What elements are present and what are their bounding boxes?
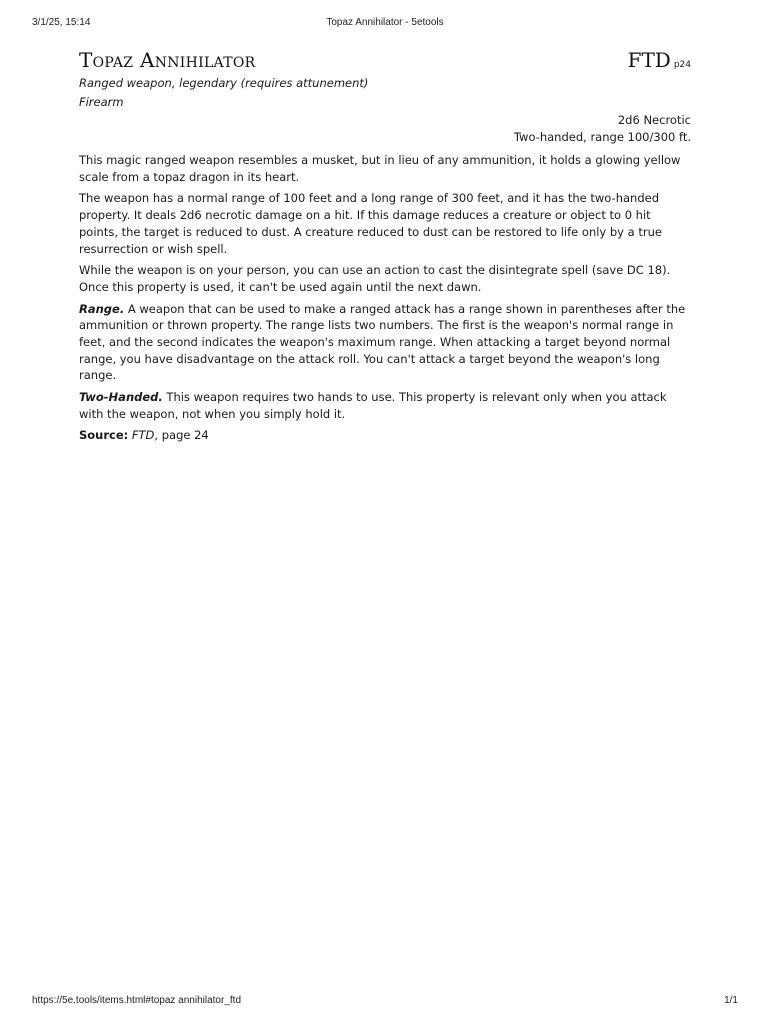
item-description — [79, 152, 691, 423]
item-type-line: Ranged weapon, legendary (requires attunement) — [79, 76, 369, 90]
range-entry-text: A weapon that can be used to make a ranged attack has a range shown in parentheses after the ammunition or thrown property. The range lists two numbers. The first is the weapon's normal range in feet, and the second indicates the weapon's maximum range. When attacking a target beyond normal range, you have disadvantage on the attack roll. You can't attack a target beyond the weapon's long range. — [79, 301, 686, 383]
two-handed-entry — [79, 389, 691, 422]
description-paragraph: The weapon has a normal range of 100 feet and a long range of 300 feet, and it has the two-handed property. It deals 2d6 necrotic damage on a hit. If this damage reduces a creature or object to 0 hit points, the target is reduced to dust. A creature reduced to dust can be restored to life only by a true resurrection or wish spell. — [79, 191, 662, 256]
print-datetime: 3/1/25, 15:14 — [32, 17, 91, 28]
item-name: Topaz Annihilator — [79, 48, 256, 72]
source-abbr-link[interactable]: FTD — [627, 48, 671, 72]
source-page: p24 — [673, 60, 691, 70]
source-page-ref: , page 24 — [154, 427, 209, 442]
description-paragraph: This magic ranged weapon resembles a musket, but in lieu of any ammunition, it holds a glowing yellow scale from a topaz dragon in its heart. — [79, 153, 681, 184]
two-handed-entry-name: Two-Handed. — [79, 390, 163, 405]
item-properties: Two-handed, range 100/300 ft. — [513, 130, 691, 144]
source-label: Source: — [79, 427, 129, 442]
range-entry — [79, 301, 691, 385]
title-row — [79, 46, 691, 74]
print-page-title: Topaz Annihilator - 5etools — [326, 17, 444, 28]
item-damage: 2d6 Necrotic — [617, 113, 691, 127]
source-block — [628, 48, 691, 72]
item-statblock — [79, 46, 691, 443]
source-book-link[interactable]: FTD — [131, 427, 155, 442]
range-entry-name: Range. — [79, 301, 125, 316]
source-line — [79, 427, 691, 443]
print-header — [32, 17, 738, 31]
item-category: Firearm — [79, 95, 124, 109]
print-page-count: 1/1 — [724, 995, 738, 1006]
print-url: https://5e.tools/items.html#topaz annihilator_ftd — [32, 995, 242, 1006]
description-paragraph: While the weapon is on your person, you can use an action to cast the disintegrate spell (save DC 18). Once this property is used, it can't be used again until the next dawn. — [79, 263, 671, 294]
print-footer — [32, 995, 738, 1009]
two-handed-entry-text: This weapon requires two hands to use. This property is relevant only when you attack with the weapon, not when you simply hold it. — [79, 390, 667, 421]
